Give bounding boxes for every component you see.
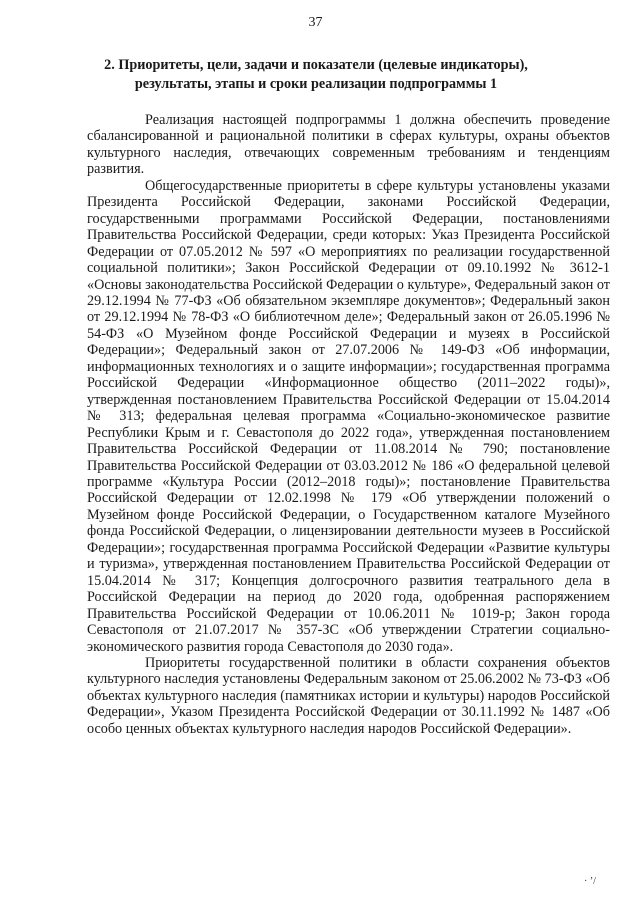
section-heading-line-1: 2. Приоритеты, цели, задачи и показатели (целевые индикаторы),	[104, 57, 528, 73]
paragraph-heritage-priorities: Приоритеты государственной политики в области сохранения объектов культурного наследия установлены Федеральным законом от 25.06.2002 № 73-ФЗ «Об объектах культурного наследия (памятниках истории и культуры) народов Российской Федерации», Указом Президента Российской Федерации от 30.11.1992 № 1487 «Об особо ценных объектах культурного наследия народов Российской Федерации».	[87, 654, 610, 737]
corner-mark: · ʼ/	[584, 876, 596, 887]
paragraph-intro: Реализация настоящей подпрограммы 1 должна обеспечить проведение сбалансированной и рациональной политики в сферах культуры, охраны объектов культурного наследия, отвечающих современным требованиям и тенденциям развития.	[87, 112, 610, 178]
section-heading	[70, 56, 562, 94]
page-number: 37	[308, 15, 323, 30]
paragraph-culture-priorities: Общегосударственные приоритеты в сфере культуры установлены указами Президента Российской Федерации, законами Российской Федерации, государственными программами Российской Федерации, постановлениями Правительства Российской Федерации, среди которых: Указ Президента Российской Федерации от 07.05.2012 № 597 «О мероприятиях по реализации государственной социальной политики»; Закон Российской Федерации от 09.10.1992 № 3612-1 «Основы законодательства Российской Федерации о культуре», Федеральный закон от 29.12.1994 № 77-ФЗ «Об обязательном экземпляре документов»; Федеральный закон от 29.12.1994 № 78-ФЗ «О библиотечном деле»; Федеральный закон от 26.05.1996 № 54-ФЗ «О Музейном фонде Российской Федерации и музеях в Российской Федерации»; Федеральный закон от 27.07.2006 № 149-ФЗ «Об информации, информационных технологиях и о защите информации»; государственная программа Российской Федерации «Информационное общество (2011–2022 годы)», утвержденная постановлением Правительства Российской Федерации от 15.04.2014 № 313; федеральная целевая программа «Социально-экономическое развитие Республики Крым и г. Севастополя до 2022 года», утвержденная постановлением Правительства Российской Федерации от 11.08.2014 № 790; постановление Правительства Российской Федерации от 03.03.2012 № 186 «О федеральной целевой программе «Культура России (2012–2018 годы)»; постановление Правительства Российской Федерации от 12.02.1998 № 179 «Об утверждении положений о Музейном фонде Российской Федерации, о Государственном каталоге Музейного фонда Российской Федерации, о лицензировании деятельности музеев в Российской Федерации»; государственная программа Российской Федерации «Развитие культуры и туризма», утвержденная постановлением Правительства Российской Федерации от 15.04.2014 № 317; Концепция долгосрочного развития театрального дела в Российской Федерации на период до 2020 года, одобренная распоряжением Правительства Российской Федерации от 10.06.2011 № 1019-р; Закон города Севастополя от 21.07.2017 № 357-ЗС «Об утверждении Стратегии социально-экономического развития города Севастополя до 2030 года».	[87, 177, 610, 655]
section-heading-line-2: результаты, этапы и сроки реализации подпрограммы 1	[134, 76, 498, 92]
body-text	[87, 112, 610, 737]
